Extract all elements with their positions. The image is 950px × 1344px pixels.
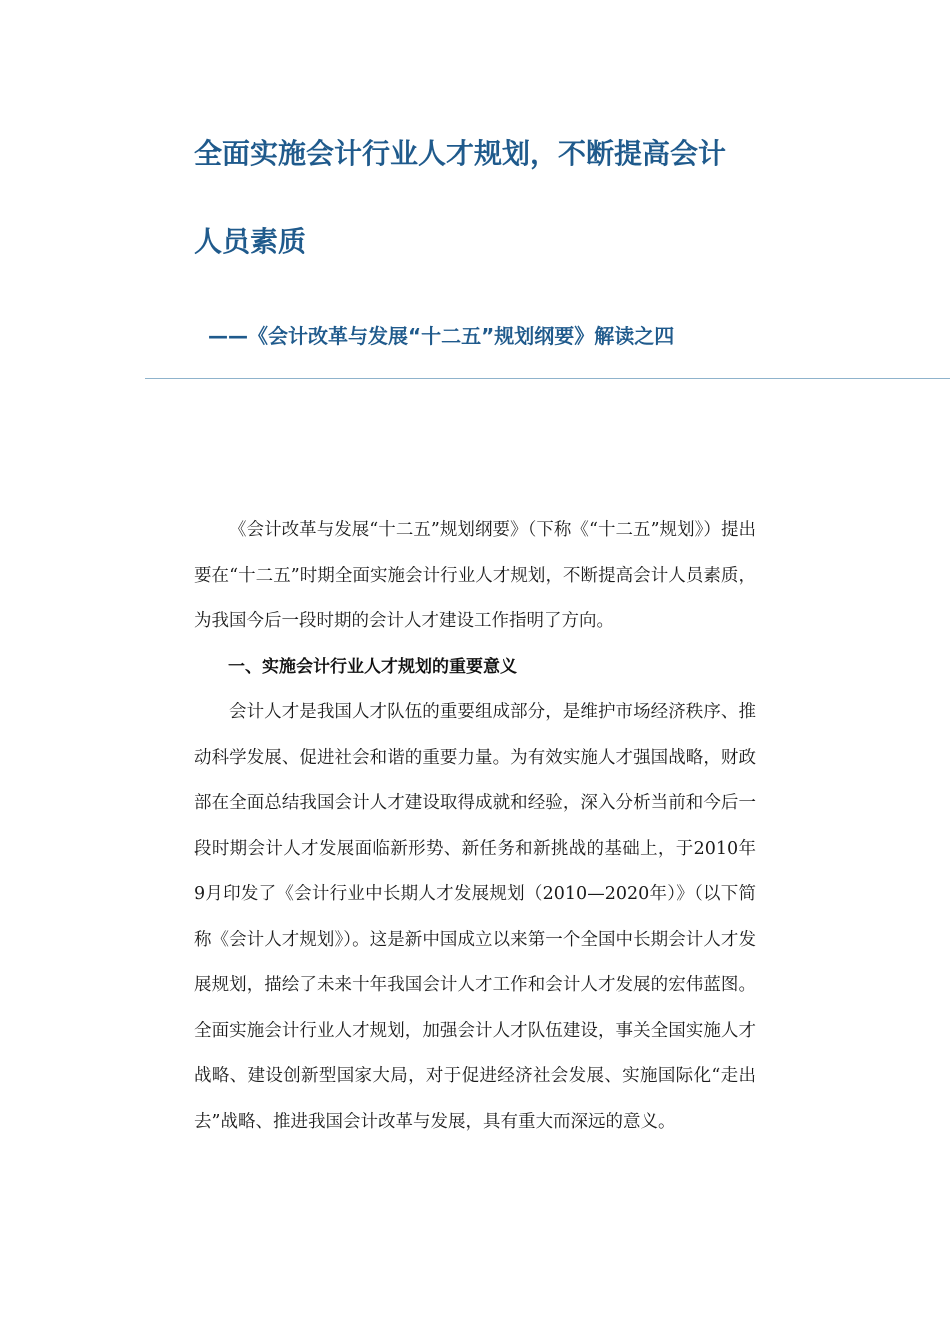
article-body — [194, 508, 756, 1145]
title-line-2: 人员素质 — [194, 225, 307, 258]
header-divider — [145, 378, 950, 379]
section-paragraph: 会计人才是我国人才队伍的重要组成部分，是维护市场经济秩序、推动科学发展、促进社会和谐的重要力量。为有效实施人才强国战略，财政部在全面总结我国会计人才建设取得成就和经验，深入分析当前和今后一段时期会计人才发展面临新形势、新任务和新挑战的基础上，于2010年9月印发了《会计行业中长期人才发展规划（2010—2020年）》（以下简称《会计人才规划》）。这是新中国成立以来第一个全国中长期会计人才发展规划，描绘了未来十年我国会计人才工作和会计人才发展的宏伟蓝图。全面实施会计行业人才规划，加强会计人才队伍建设，事关全国实施人才战略、建设创新型国家大局，对于促进经济社会发展、实施国际化“走出去”战略、推进我国会计改革与发展，具有重大而深远的意义。 — [194, 702, 756, 1132]
section-heading: 一、实施会计行业人才规划的重要意义 — [228, 656, 517, 677]
subtitle: ——《会计改革与发展“十二五”规划纲要》解读之四 — [208, 324, 675, 348]
title-line-1: 全面实施会计行业人才规划，不断提高会计 — [194, 137, 727, 170]
intro-paragraph: 《会计改革与发展“十二五”规划纲要》（下称《“十二五”规划》）提出要在“十二五”时期全面实施会计行业人才规划，不断提高会计人员素质，为我国今后一段时期的会计人才建设工作指明了方向。 — [194, 520, 756, 631]
